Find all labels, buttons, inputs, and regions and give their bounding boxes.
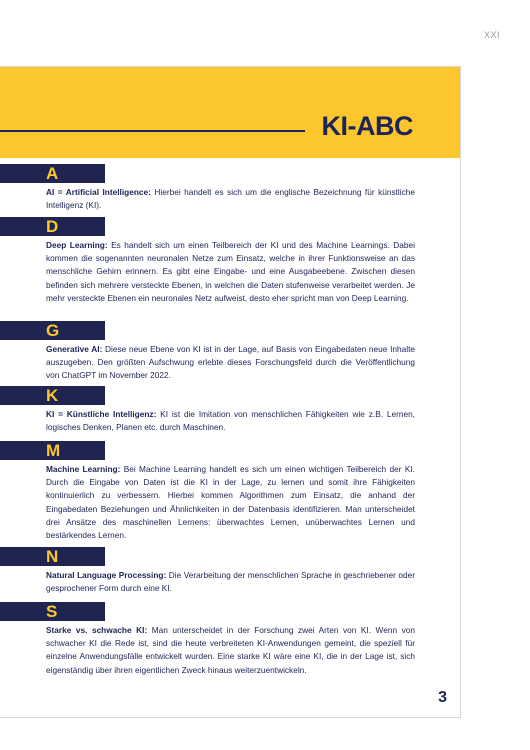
entry-term: KI = Künstliche Intelligenz: bbox=[46, 409, 157, 419]
entry-description: Es handelt sich um einen Teilbereich der KI und des Machine Learnings. Dabei kommen die sogenannten neuronalen Netze zum Einsatz, welche in ihrer Funktionsweise an das menschliche Gehirn erinnern. Es gibt eine Eingabe- und eine Ausgabeebene. Zwischen diesen befinden sich mehrere versteckte Ebenen, in welchen die Daten stufenweise verarbeitet werden. Je mehr versteckte Ebenen ein neuronales Netz aufweist, desto eher spricht man von Deep Learning. bbox=[46, 240, 415, 303]
entry-text bbox=[46, 624, 415, 677]
roman-page-number: XXI bbox=[483, 30, 500, 40]
entry-text bbox=[46, 463, 415, 542]
entry-text bbox=[46, 408, 415, 434]
entry-letter: G bbox=[46, 321, 60, 340]
entry-description: Diese neue Ebene von KI ist in der Lage, auf Basis von Eingabedaten neue Inhalte auszugeben. Den größten Aufschwung erlebte dieses Forschungsfeld durch die Veröffentlichung von ChatGPT im November 2022. bbox=[46, 344, 415, 381]
entry-term: AI = Artificial Intelligence: bbox=[46, 187, 151, 197]
page-number: 3 bbox=[438, 689, 447, 706]
entry-description: Man unterscheidet in der Forschung zwei Arten von KI. Wenn von schwacher KI die Rede ist, sind die heute verbreiteten KI-Anwendungen gemeint, die speziell für einzelne Anwendungsfälle entwickelt wurden. Eine starke KI wäre eine KI, die in der Lage ist, sich eigenständig über ihren eigentlichen Zweck hinaus weiterzuentwickeln. bbox=[46, 625, 415, 675]
entry-term: Deep Learning: bbox=[46, 240, 108, 250]
entry-description: Die Verarbeitung der menschlichen Sprache in geschriebener oder gesprochener Form durch eine KI. bbox=[46, 570, 415, 594]
entry-letter: N bbox=[46, 547, 59, 566]
banner-rule bbox=[0, 130, 305, 132]
entry-letter: K bbox=[46, 386, 59, 405]
entry-letter: S bbox=[46, 602, 58, 621]
entry-term: Machine Learning: bbox=[46, 464, 121, 474]
entry-letter: D bbox=[46, 217, 59, 236]
entry-letter: M bbox=[46, 441, 61, 460]
entry-description: Hierbei handelt es sich um die englische Bezeichnung für künstliche Intelligenz (KI). bbox=[46, 187, 415, 211]
entry-text bbox=[46, 569, 415, 595]
entry-letter: A bbox=[46, 164, 59, 183]
entry-term: Starke vs. schwache KI: bbox=[46, 625, 148, 635]
entry-text bbox=[46, 239, 415, 305]
entry-term: Generative AI: bbox=[46, 344, 103, 354]
entry-text bbox=[46, 186, 415, 212]
page-title: KI-ABC bbox=[321, 111, 413, 141]
entry-description: Bei Machine Learning handelt es sich um einen wichtigen Teilbereich der KI. Durch die Eingabe von Daten ist die KI in der Lage, zu lernen und somit ihre Fähigkeiten kontinuierlich zu verbessern. Hierbei kommen Algorithmen zum Einsatz, die anhand der Eingabedaten Beziehungen und Ähnlichkeiten in der Datenbasis identifizieren. Man unterscheidet drei Ansätze des maschinellen Lernens: überwachtes Lernen, unüberwachtes Lernen und bestärkendes Lernen. bbox=[46, 464, 415, 541]
entry-term: Natural Language Processing: bbox=[46, 570, 167, 580]
entry-text bbox=[46, 343, 415, 383]
page bbox=[0, 66, 461, 718]
title-banner bbox=[0, 67, 460, 158]
entry-description: KI ist die Imitation von menschlichen Fähigkeiten wie z.B. Lernen, logisches Denken, Planen etc. durch Maschinen. bbox=[46, 409, 415, 433]
